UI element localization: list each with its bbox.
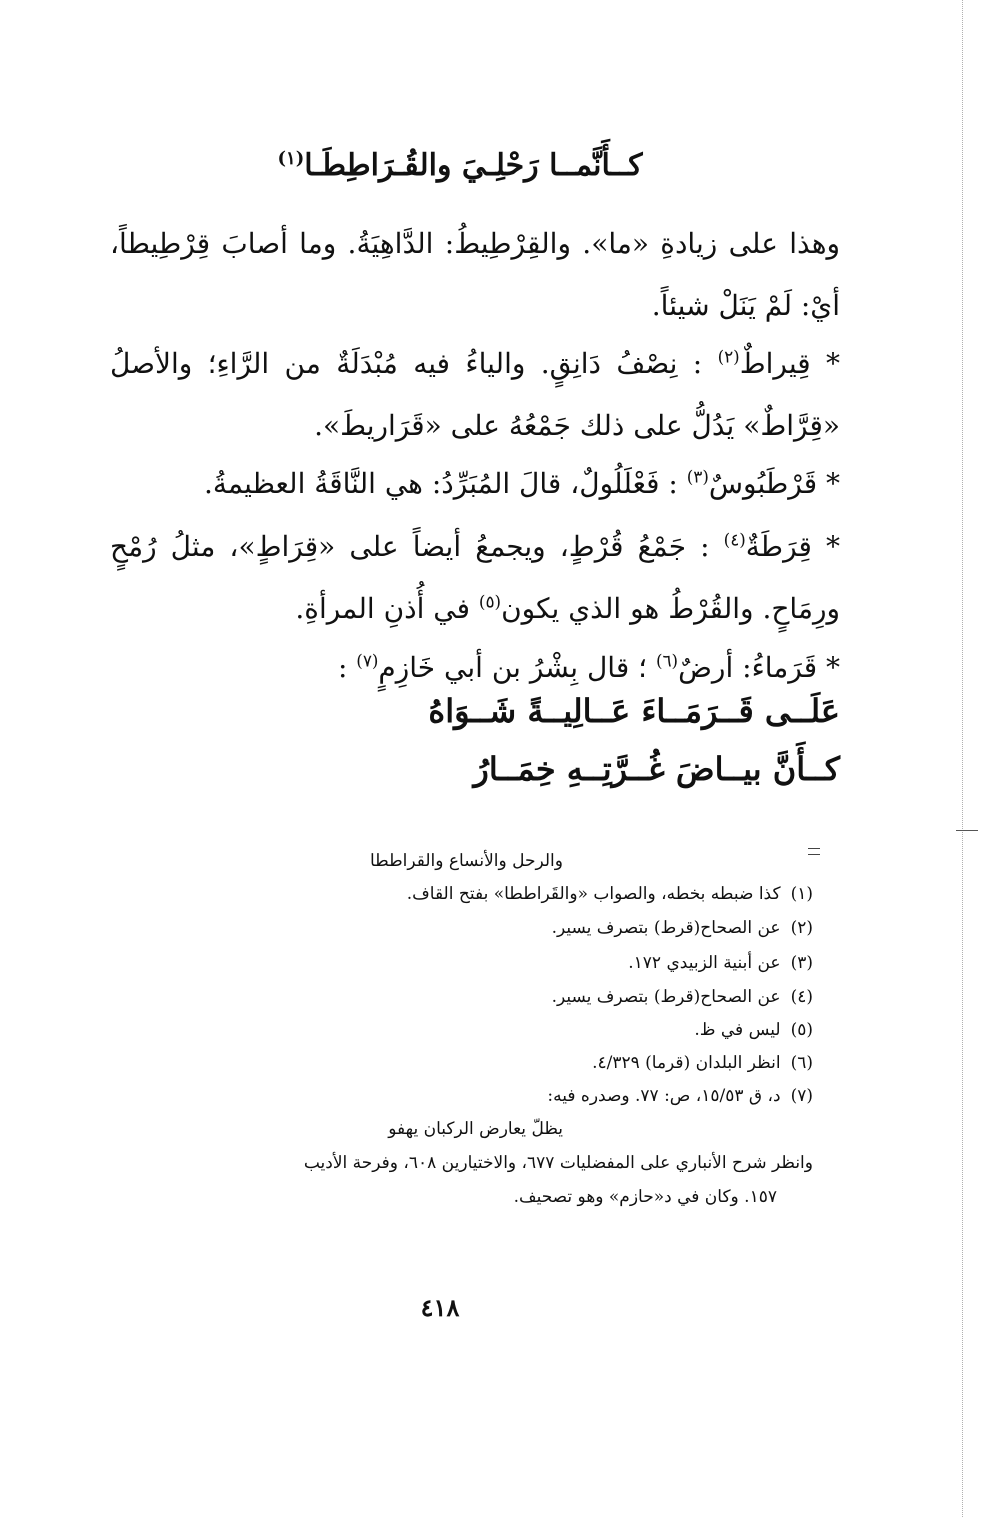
entry-qirat xyxy=(110,333,840,457)
entry-qartabus xyxy=(110,453,840,515)
entry-qarama-headword: * قَرَماءُ: أرضٌ xyxy=(678,651,840,684)
footnote-2 xyxy=(552,917,813,939)
poem-line-1 xyxy=(110,692,840,730)
footnote-4-text: عن الصحاح(قرط) بتصرف يسير. xyxy=(551,987,781,1007)
footnote-5 xyxy=(694,1019,813,1041)
entry-qartabus-headword: * قَرْطَبُوسٌ xyxy=(708,467,840,500)
footnote-7-number: (٧) xyxy=(790,1086,813,1106)
footnote-6-text: انظر البلدان (قرما) ٤/٣٢٩. xyxy=(592,1053,781,1073)
footnote-1-number: (١) xyxy=(790,884,813,904)
footnote-7-verse xyxy=(388,1118,563,1140)
entry-qarama xyxy=(110,637,840,699)
footnote-ref-1: (١) xyxy=(277,148,305,169)
page-number: ٤١٨ xyxy=(420,1293,460,1322)
page-edge-dotted-line xyxy=(962,0,963,1517)
footnote-7-continuation-2 xyxy=(514,1186,777,1208)
footnote-7-continuation-2-text: ١٥٧. وكان في د«حازم» وهو تصحيف. xyxy=(513,1187,777,1207)
footnote-3 xyxy=(628,952,813,974)
footnote-3-text: عن أبنية الزبيدي ١٧٢. xyxy=(628,953,781,973)
footnote-carryover xyxy=(370,850,563,872)
footnote-ref-3: (٣) xyxy=(686,466,709,487)
footnote-separator xyxy=(808,848,820,855)
entry-qirata-text: : جَمْعُ قُرْطٍ، ويجمعُ أيضاً على «قِرَاطٍ»، مثلُ رُمْحٍ ورِمَاحٍ. والقُرْطُ هو الذي يكون xyxy=(110,530,840,625)
footnote-3-number: (٣) xyxy=(790,953,813,973)
entry-qarama-text: ؛ قال بِشْرُ بن أبي خَازِمٍ xyxy=(378,651,648,684)
entry-qarama-colon: : xyxy=(337,651,348,684)
entry-qirat-headword: * قِيراطٌ xyxy=(739,347,841,380)
footnote-2-text: عن الصحاح(قرط) بتصرف يسير. xyxy=(551,918,781,938)
poem-line-2-text: كــأَنَّ بيــاضَ غُــرَّتِــهِ خِمَــارُ xyxy=(473,750,840,788)
footnote-2-number: (٢) xyxy=(790,918,813,938)
poem-line-2 xyxy=(110,750,840,788)
entry-qirata-text-end: في أُذنِ المرأةِ. xyxy=(295,592,471,625)
margin-tick-mark xyxy=(956,830,978,831)
footnote-ref-4: (٤) xyxy=(723,529,746,550)
footnote-ref-5: (٥) xyxy=(478,591,502,612)
entry-qirata xyxy=(110,516,840,640)
footnote-7 xyxy=(547,1085,813,1107)
footnote-7-continuation-1-text: وانظر شرح الأنباري على المفضليات ٦٧٧، والاختيارين ٦٠٨، وفرحة الأديب xyxy=(303,1153,813,1173)
footnote-7-verse-text: يظلّ يعارض الركبان يهفو xyxy=(388,1119,563,1139)
entry-qirat-text: : نِصْفُ دَانِقٍ. والياءُ فيه مُبْدَلَةٌ من الرَّاءِ؛ والأصلُ «قِرَّاطٌ» يَدُلُّ على ذلك جَمْعُهُ على «قَرَاريطَ». xyxy=(110,347,840,442)
entry-qartabus-text: : فَعْلَلُولٌ، قالَ المُبَرِّدُ: هي النَّاقَةُ العظيمةُ. xyxy=(204,467,678,500)
footnote-ref-6: (٦) xyxy=(655,650,679,671)
entry-qirata-headword: * قِرَطَةٌ xyxy=(745,530,841,563)
paragraph-qirtit-text: وهذا على زيادةِ «ما». والقِرْطِيطُ: الدَّاهِيَةُ. وما أصابَ قِرْطِيطاً، أيْ: لَمْ يَنَلْ شيئاً. xyxy=(110,227,840,322)
poem-line-1-text: عَلَــى قَــرَمَــاءَ عَــالِيــةً شَــوَاهُ xyxy=(428,692,840,730)
footnote-7-text: د، ق ١٥/٥٣، ص: ٧٧. وصدره فيه: xyxy=(547,1086,781,1106)
footnote-ref-2: (٢) xyxy=(717,346,740,367)
verse-heading xyxy=(240,148,680,183)
verse-heading-text: كــأَنَّمــا رَحْلِـيَ والقُـرَاطِطَـا xyxy=(304,148,643,183)
footnote-carryover-text: والرحل والأنساع والقراططا xyxy=(369,851,563,871)
footnote-5-number: (٥) xyxy=(790,1020,813,1040)
footnote-1 xyxy=(407,883,813,905)
footnote-6-number: (٦) xyxy=(790,1053,813,1073)
footnote-7-continuation-1 xyxy=(304,1152,813,1174)
paragraph-qirtit xyxy=(110,213,840,337)
footnote-4 xyxy=(552,986,813,1008)
footnote-5-text: ليس في ظ. xyxy=(694,1020,781,1040)
footnote-6 xyxy=(592,1052,813,1074)
footnote-4-number: (٤) xyxy=(790,987,813,1007)
footnote-1-text: كذا ضبطه بخطه، والصواب «والقَراططا» بفتح القاف. xyxy=(406,884,781,904)
footnote-ref-7: (٧) xyxy=(356,650,379,671)
